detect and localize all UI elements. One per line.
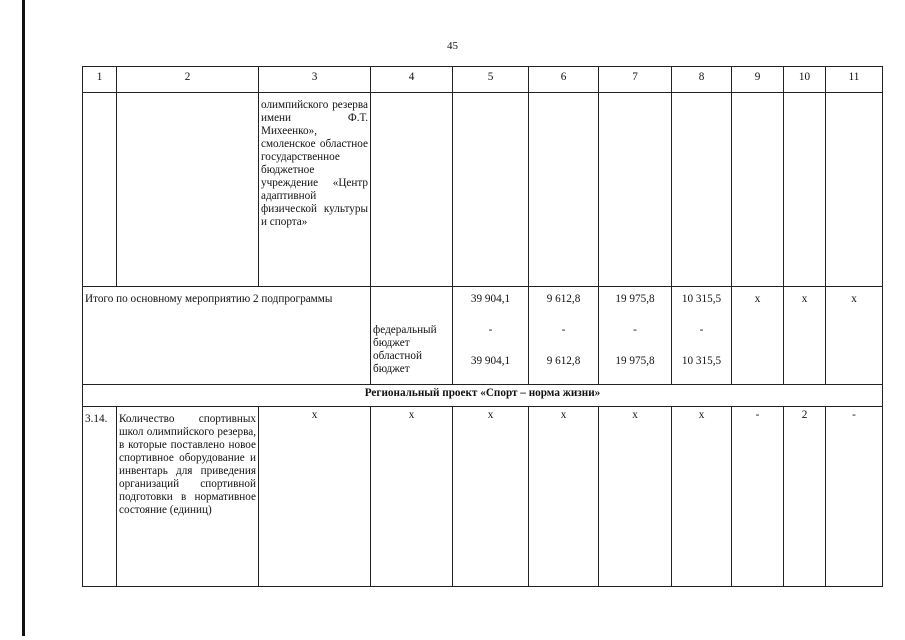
federal-value: - [561, 324, 566, 336]
header-cell: 9 [732, 67, 784, 93]
total-value: 19 975,8 [615, 293, 655, 305]
indicator-col3: х [259, 407, 371, 587]
total-value: 9 612,8 [546, 293, 581, 305]
header-cell: 2 [117, 67, 259, 93]
indicator-col10: 2 [784, 407, 826, 587]
header-cell: 5 [453, 67, 529, 93]
indicator-col8: х [672, 407, 732, 587]
table-cell [371, 93, 453, 287]
indicator-col7: х [599, 407, 672, 587]
total-col11: х [826, 287, 883, 385]
row-number: 3.14. [83, 407, 117, 587]
total-value: 39 904,1 [470, 293, 511, 305]
total-col6 [529, 287, 599, 385]
indicator-col9: - [732, 407, 784, 587]
federal-value: - [488, 324, 493, 336]
table-cell [117, 93, 259, 287]
total-row [83, 287, 883, 385]
funding-regional-label: областной [373, 350, 422, 362]
header-cell: 8 [672, 67, 732, 93]
regional-value: 19 975,8 [615, 355, 655, 367]
federal-value: - [633, 324, 637, 336]
header-cell: 3 [259, 67, 371, 93]
regional-value: 39 904,1 [470, 355, 511, 367]
page-number: 45 [447, 40, 458, 52]
total-col7 [599, 287, 672, 385]
table-cell [732, 93, 784, 287]
continuation-row [83, 93, 883, 287]
total-col10: х [784, 287, 826, 385]
total-value: 10 315,5 [681, 293, 722, 305]
table-cell [672, 93, 732, 287]
program-table [82, 66, 883, 587]
executor-text-cell: олимпийского резерва имени Ф.Т. Михеенко», смоленское областное государственное бюджетное учреждение «Центр адаптивной физической культуры и спорта» [259, 93, 371, 287]
page-margin-line [22, 0, 25, 636]
header-row [83, 67, 883, 93]
funding-federal-label-cont: бюджет [373, 337, 410, 349]
total-col9: х [732, 287, 784, 385]
indicator-col5: х [453, 407, 529, 587]
regional-value: 10 315,5 [681, 355, 722, 367]
indicator-row [83, 407, 883, 587]
header-cell: 1 [83, 67, 117, 93]
header-cell: 7 [599, 67, 672, 93]
indicator-col4: х [371, 407, 453, 587]
total-label: Итого по основному мероприятию 2 подпрограммы [83, 287, 371, 385]
indicator-col11: - [826, 407, 883, 587]
section-row [83, 385, 883, 407]
header-cell: 11 [826, 67, 883, 93]
table-cell [83, 93, 117, 287]
header-cell: 6 [529, 67, 599, 93]
total-col5 [453, 287, 529, 385]
section-title: Региональный проект «Спорт – норма жизни» [83, 385, 883, 407]
federal-value: - [699, 324, 704, 336]
funding-regional-label-cont: бюджет [373, 363, 410, 375]
indicator-col6: х [529, 407, 599, 587]
indicator-text-cell: Количество спортивных школ олимпийского резерва, в которые поставлено новое спортивное оборудование и инвентарь для приведения организаций спортивной подготовки в нормативное состояние (единиц) [117, 407, 259, 587]
header-cell: 10 [784, 67, 826, 93]
funding-federal-label: федеральный [373, 324, 437, 336]
table-cell [826, 93, 883, 287]
table-cell [529, 93, 599, 287]
header-cell: 4 [371, 67, 453, 93]
funding-source-cell [371, 287, 453, 385]
regional-value: 9 612,8 [546, 355, 581, 367]
table-cell [453, 93, 529, 287]
table-cell [599, 93, 672, 287]
table-cell [784, 93, 826, 287]
total-col8 [672, 287, 732, 385]
